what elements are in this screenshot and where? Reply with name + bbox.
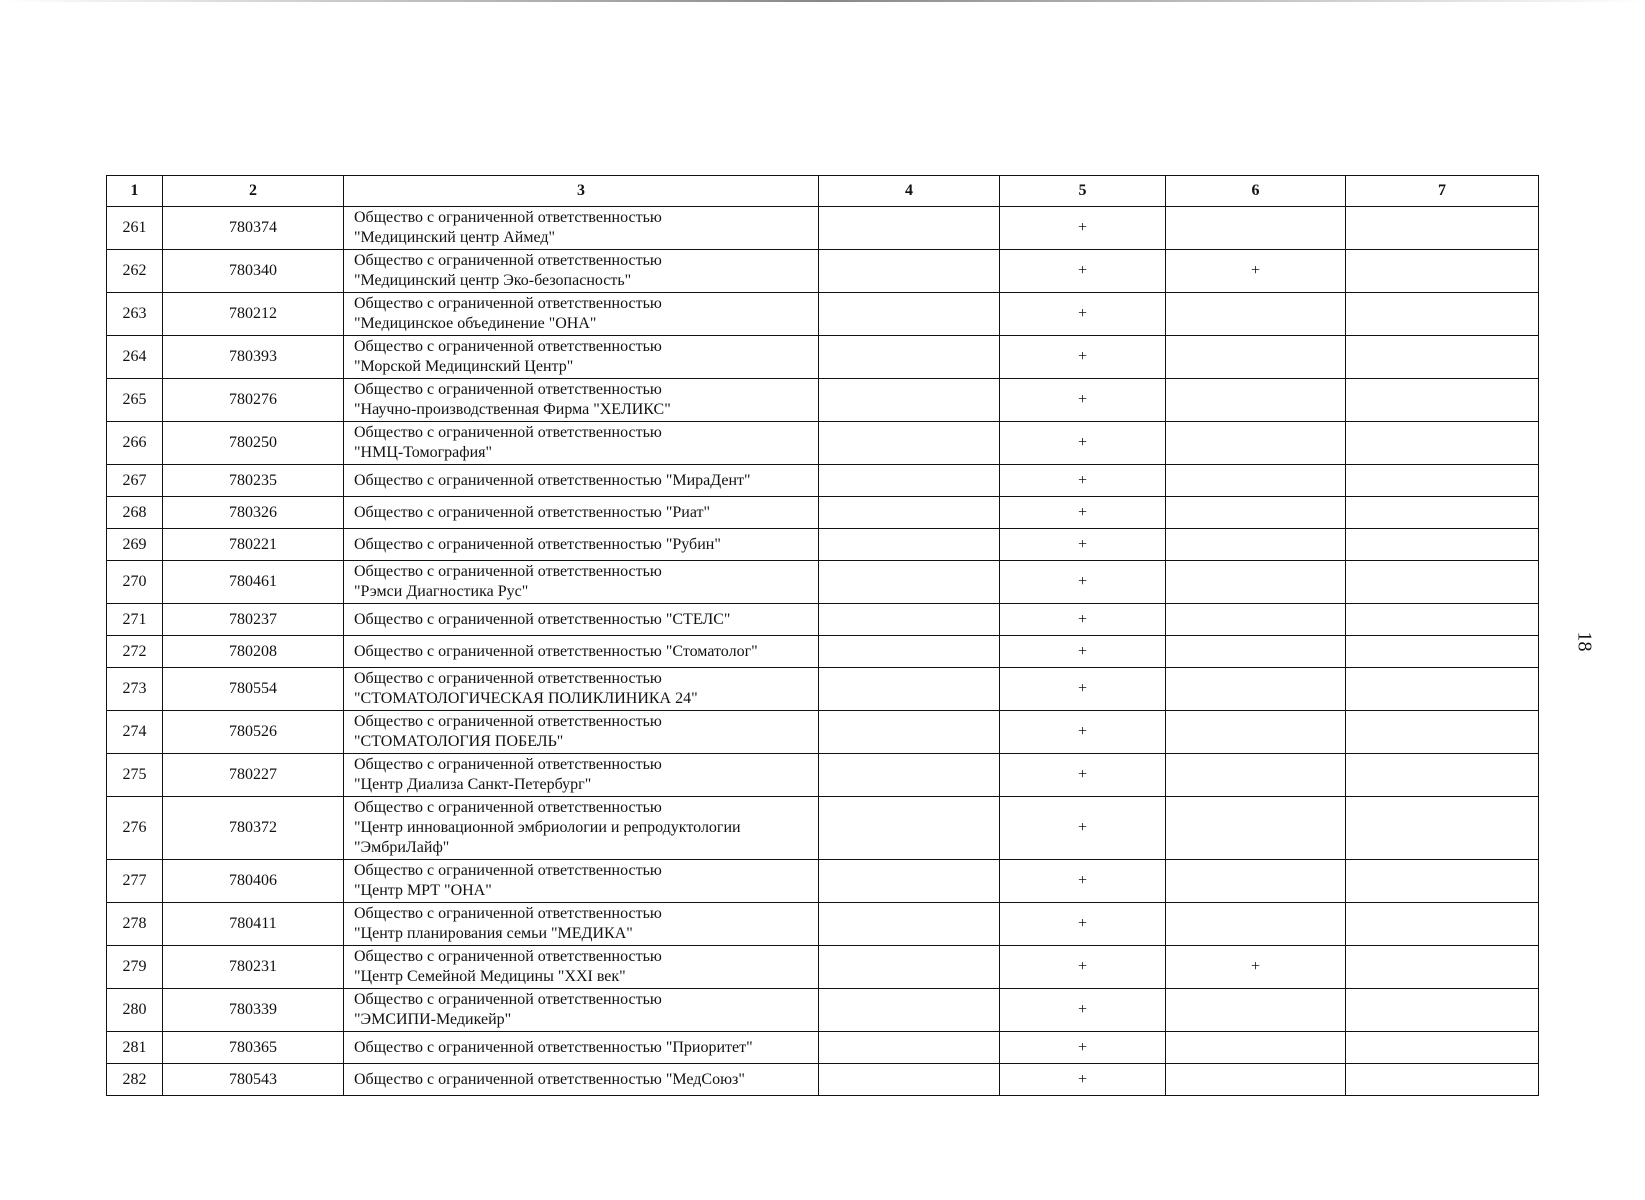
col-7-cell bbox=[1346, 250, 1539, 293]
col-7-cell bbox=[1346, 797, 1539, 860]
code-cell: 780235 bbox=[163, 465, 344, 497]
col-6-mark-cell bbox=[1166, 379, 1346, 422]
row-number-cell: 282 bbox=[107, 1064, 163, 1096]
organization-name: Общество с ограниченной ответственностью "МираДент" bbox=[354, 471, 751, 489]
col-6-mark-cell bbox=[1166, 754, 1346, 797]
col-6-mark-cell bbox=[1166, 903, 1346, 946]
table-row bbox=[107, 497, 1539, 529]
organization-name-cell bbox=[344, 989, 819, 1032]
col-6-mark-cell bbox=[1166, 636, 1346, 668]
code-cell: 780411 bbox=[163, 903, 344, 946]
col-4-cell bbox=[819, 797, 1000, 860]
row-number-cell: 281 bbox=[107, 1032, 163, 1064]
col-7-cell bbox=[1346, 422, 1539, 465]
table-row bbox=[107, 422, 1539, 465]
col-6-mark-cell bbox=[1166, 797, 1346, 860]
row-number-cell: 278 bbox=[107, 903, 163, 946]
row-number-cell: 277 bbox=[107, 860, 163, 903]
col-5-mark-cell: + bbox=[1000, 293, 1166, 336]
code-cell: 780365 bbox=[163, 1032, 344, 1064]
col-4-cell bbox=[819, 668, 1000, 711]
table-row bbox=[107, 529, 1539, 561]
col-4-cell bbox=[819, 497, 1000, 529]
col-7-cell bbox=[1346, 465, 1539, 497]
row-number-cell: 262 bbox=[107, 250, 163, 293]
row-number-cell: 265 bbox=[107, 379, 163, 422]
table-row bbox=[107, 989, 1539, 1032]
col-4-cell bbox=[819, 636, 1000, 668]
col-6-mark-cell bbox=[1166, 561, 1346, 604]
table-row bbox=[107, 636, 1539, 668]
col-6-mark-cell bbox=[1166, 497, 1346, 529]
table-row bbox=[107, 754, 1539, 797]
organization-name: Общество с ограниченной ответственностью "Медицинский центр Эко-безопасность" bbox=[354, 252, 662, 289]
col-5-mark-cell: + bbox=[1000, 946, 1166, 989]
organization-name: Общество с ограниченной ответственностью "МедСоюз" bbox=[354, 1070, 745, 1088]
col-7-cell bbox=[1346, 207, 1539, 250]
col-4-cell bbox=[819, 946, 1000, 989]
organization-name-cell bbox=[344, 797, 819, 860]
organization-name-cell bbox=[344, 636, 819, 668]
col-6-mark-cell bbox=[1166, 989, 1346, 1032]
col-7-cell bbox=[1346, 946, 1539, 989]
organization-name-cell bbox=[344, 336, 819, 379]
header-col-2: 2 bbox=[163, 176, 344, 207]
col-7-cell bbox=[1346, 497, 1539, 529]
col-7-cell bbox=[1346, 668, 1539, 711]
col-4-cell bbox=[819, 1032, 1000, 1064]
code-cell: 780372 bbox=[163, 797, 344, 860]
col-5-mark-cell: + bbox=[1000, 529, 1166, 561]
col-4-cell bbox=[819, 1064, 1000, 1096]
col-6-mark-cell bbox=[1166, 422, 1346, 465]
code-cell: 780461 bbox=[163, 561, 344, 604]
col-7-cell bbox=[1346, 336, 1539, 379]
code-cell: 780340 bbox=[163, 250, 344, 293]
col-7-cell bbox=[1346, 636, 1539, 668]
header-col-4: 4 bbox=[819, 176, 1000, 207]
organization-name-cell bbox=[344, 1064, 819, 1096]
header-col-3: 3 bbox=[344, 176, 819, 207]
col-6-mark-cell bbox=[1166, 529, 1346, 561]
organization-name-cell bbox=[344, 561, 819, 604]
col-4-cell bbox=[819, 207, 1000, 250]
row-number-cell: 270 bbox=[107, 561, 163, 604]
row-number-cell: 279 bbox=[107, 946, 163, 989]
organization-name-cell bbox=[344, 250, 819, 293]
organization-name-cell bbox=[344, 422, 819, 465]
organization-name-cell bbox=[344, 207, 819, 250]
organization-name-cell bbox=[344, 946, 819, 989]
header-col-7: 7 bbox=[1346, 176, 1539, 207]
table-row bbox=[107, 336, 1539, 379]
organization-name-cell bbox=[344, 668, 819, 711]
header-col-5: 5 bbox=[1000, 176, 1166, 207]
page-number: 18 bbox=[1573, 631, 1596, 652]
organization-name: Общество с ограниченной ответственностью "Центр МРТ "ОНА" bbox=[354, 862, 662, 899]
row-number-cell: 267 bbox=[107, 465, 163, 497]
col-5-mark-cell: + bbox=[1000, 604, 1166, 636]
col-5-mark-cell: + bbox=[1000, 207, 1166, 250]
organization-name: Общество с ограниченной ответственностью "Центр Семейной Медицины "XXI век" bbox=[354, 948, 662, 985]
col-5-mark-cell: + bbox=[1000, 989, 1166, 1032]
header-row bbox=[107, 176, 1539, 207]
organization-name-cell bbox=[344, 754, 819, 797]
col-6-mark-cell bbox=[1166, 604, 1346, 636]
row-number-cell: 275 bbox=[107, 754, 163, 797]
code-cell: 780231 bbox=[163, 946, 344, 989]
table-row bbox=[107, 946, 1539, 989]
col-7-cell bbox=[1346, 754, 1539, 797]
table-row bbox=[107, 293, 1539, 336]
row-number-cell: 269 bbox=[107, 529, 163, 561]
col-5-mark-cell: + bbox=[1000, 465, 1166, 497]
col-7-cell bbox=[1346, 903, 1539, 946]
code-cell: 780406 bbox=[163, 860, 344, 903]
col-4-cell bbox=[819, 711, 1000, 754]
row-number-cell: 273 bbox=[107, 668, 163, 711]
row-number-cell: 263 bbox=[107, 293, 163, 336]
header-col-1: 1 bbox=[107, 176, 163, 207]
col-5-mark-cell: + bbox=[1000, 497, 1166, 529]
table-row bbox=[107, 465, 1539, 497]
table-row bbox=[107, 561, 1539, 604]
col-4-cell bbox=[819, 465, 1000, 497]
header-col-6: 6 bbox=[1166, 176, 1346, 207]
organization-name: Общество с ограниченной ответственностью "Научно-производственная Фирма "ХЕЛИКС" bbox=[354, 381, 671, 418]
col-6-mark-cell: + bbox=[1166, 946, 1346, 989]
table-row bbox=[107, 903, 1539, 946]
table-row bbox=[107, 1064, 1539, 1096]
registry-table-body bbox=[107, 176, 1539, 1096]
col-5-mark-cell: + bbox=[1000, 1032, 1166, 1064]
organization-name: Общество с ограниченной ответственностью "Морской Медицинский Центр" bbox=[354, 338, 662, 375]
col-7-cell bbox=[1346, 860, 1539, 903]
col-5-mark-cell: + bbox=[1000, 797, 1166, 860]
col-7-cell bbox=[1346, 561, 1539, 604]
col-7-cell bbox=[1346, 1032, 1539, 1064]
code-cell: 780326 bbox=[163, 497, 344, 529]
organization-name-cell bbox=[344, 465, 819, 497]
code-cell: 780276 bbox=[163, 379, 344, 422]
organization-name: Общество с ограниченной ответственностью "НМЦ-Томография" bbox=[354, 424, 662, 461]
table-row bbox=[107, 604, 1539, 636]
page-top-edge bbox=[0, 0, 1645, 2]
organization-name: Общество с ограниченной ответственностью "СТОМАТОЛОГИЯ ПОБЕЛЬ" bbox=[354, 713, 662, 750]
col-5-mark-cell: + bbox=[1000, 636, 1166, 668]
organization-name: Общество с ограниченной ответственностью "Центр Диализа Санкт-Петербург" bbox=[354, 756, 662, 793]
table-row bbox=[107, 711, 1539, 754]
organization-name-cell bbox=[344, 379, 819, 422]
col-6-mark-cell bbox=[1166, 293, 1346, 336]
table-row bbox=[107, 797, 1539, 860]
table-row bbox=[107, 1032, 1539, 1064]
organization-name: Общество с ограниченной ответственностью "Рэмси Диагностика Рус" bbox=[354, 563, 662, 600]
organization-name: Общество с ограниченной ответственностью "СТОМАТОЛОГИЧЕСКАЯ ПОЛИКЛИНИКА 24" bbox=[354, 670, 698, 707]
organization-name: Общество с ограниченной ответственностью "Медицинский центр Аймед" bbox=[354, 209, 662, 246]
col-5-mark-cell: + bbox=[1000, 336, 1166, 379]
row-number-cell: 272 bbox=[107, 636, 163, 668]
row-number-cell: 276 bbox=[107, 797, 163, 860]
code-cell: 780212 bbox=[163, 293, 344, 336]
row-number-cell: 271 bbox=[107, 604, 163, 636]
col-5-mark-cell: + bbox=[1000, 379, 1166, 422]
table-row bbox=[107, 668, 1539, 711]
col-6-mark-cell bbox=[1166, 1064, 1346, 1096]
code-cell: 780526 bbox=[163, 711, 344, 754]
organization-name-cell bbox=[344, 293, 819, 336]
table-row bbox=[107, 379, 1539, 422]
code-cell: 780237 bbox=[163, 604, 344, 636]
col-7-cell bbox=[1346, 529, 1539, 561]
col-4-cell bbox=[819, 754, 1000, 797]
code-cell: 780339 bbox=[163, 989, 344, 1032]
col-4-cell bbox=[819, 379, 1000, 422]
col-5-mark-cell: + bbox=[1000, 711, 1166, 754]
registry-table bbox=[106, 175, 1539, 1096]
col-4-cell bbox=[819, 293, 1000, 336]
organization-name: Общество с ограниченной ответственностью "Центр инновационной эмбриологии и репродуктологии "ЭмбриЛайф" bbox=[354, 799, 741, 856]
row-number-cell: 274 bbox=[107, 711, 163, 754]
organization-name-cell bbox=[344, 604, 819, 636]
organization-name: Общество с ограниченной ответственностью "Стоматолог" bbox=[354, 642, 758, 660]
organization-name: Общество с ограниченной ответственностью "Центр планирования семьи "МЕДИКА" bbox=[354, 905, 662, 942]
col-6-mark-cell bbox=[1166, 207, 1346, 250]
col-7-cell bbox=[1346, 379, 1539, 422]
col-7-cell bbox=[1346, 293, 1539, 336]
col-5-mark-cell: + bbox=[1000, 250, 1166, 293]
code-cell: 780250 bbox=[163, 422, 344, 465]
col-6-mark-cell bbox=[1166, 860, 1346, 903]
table-row bbox=[107, 860, 1539, 903]
col-7-cell bbox=[1346, 604, 1539, 636]
col-5-mark-cell: + bbox=[1000, 422, 1166, 465]
code-cell: 780543 bbox=[163, 1064, 344, 1096]
organization-name-cell bbox=[344, 497, 819, 529]
organization-name: Общество с ограниченной ответственностью "Рубин" bbox=[354, 535, 721, 553]
col-5-mark-cell: + bbox=[1000, 903, 1166, 946]
organization-name-cell bbox=[344, 1032, 819, 1064]
organization-name-cell bbox=[344, 711, 819, 754]
table-row bbox=[107, 207, 1539, 250]
col-6-mark-cell bbox=[1166, 1032, 1346, 1064]
col-4-cell bbox=[819, 529, 1000, 561]
organization-name-cell bbox=[344, 529, 819, 561]
col-5-mark-cell: + bbox=[1000, 561, 1166, 604]
col-5-mark-cell: + bbox=[1000, 668, 1166, 711]
code-cell: 780227 bbox=[163, 754, 344, 797]
col-5-mark-cell: + bbox=[1000, 1064, 1166, 1096]
code-cell: 780554 bbox=[163, 668, 344, 711]
organization-name: Общество с ограниченной ответственностью "ЭМСИПИ-Медикейр" bbox=[354, 991, 662, 1028]
col-4-cell bbox=[819, 336, 1000, 379]
code-cell: 780393 bbox=[163, 336, 344, 379]
col-5-mark-cell: + bbox=[1000, 754, 1166, 797]
col-6-mark-cell bbox=[1166, 711, 1346, 754]
table-row bbox=[107, 250, 1539, 293]
row-number-cell: 268 bbox=[107, 497, 163, 529]
col-4-cell bbox=[819, 250, 1000, 293]
col-4-cell bbox=[819, 860, 1000, 903]
organization-name: Общество с ограниченной ответственностью "Риат" bbox=[354, 503, 711, 521]
col-6-mark-cell bbox=[1166, 668, 1346, 711]
col-4-cell bbox=[819, 604, 1000, 636]
row-number-cell: 266 bbox=[107, 422, 163, 465]
row-number-cell: 280 bbox=[107, 989, 163, 1032]
col-7-cell bbox=[1346, 989, 1539, 1032]
col-6-mark-cell: + bbox=[1166, 250, 1346, 293]
code-cell: 780221 bbox=[163, 529, 344, 561]
organization-name: Общество с ограниченной ответственностью "Медицинское объединение "ОНА" bbox=[354, 295, 662, 332]
col-6-mark-cell bbox=[1166, 336, 1346, 379]
col-4-cell bbox=[819, 422, 1000, 465]
col-6-mark-cell bbox=[1166, 465, 1346, 497]
col-4-cell bbox=[819, 903, 1000, 946]
col-7-cell bbox=[1346, 1064, 1539, 1096]
code-cell: 780374 bbox=[163, 207, 344, 250]
organization-name-cell bbox=[344, 860, 819, 903]
col-5-mark-cell: + bbox=[1000, 860, 1166, 903]
col-4-cell bbox=[819, 561, 1000, 604]
row-number-cell: 261 bbox=[107, 207, 163, 250]
organization-name: Общество с ограниченной ответственностью "СТЕЛС" bbox=[354, 610, 731, 628]
col-7-cell bbox=[1346, 711, 1539, 754]
col-4-cell bbox=[819, 989, 1000, 1032]
organization-name-cell bbox=[344, 903, 819, 946]
code-cell: 780208 bbox=[163, 636, 344, 668]
organization-name: Общество с ограниченной ответственностью "Приоритет" bbox=[354, 1038, 753, 1056]
row-number-cell: 264 bbox=[107, 336, 163, 379]
